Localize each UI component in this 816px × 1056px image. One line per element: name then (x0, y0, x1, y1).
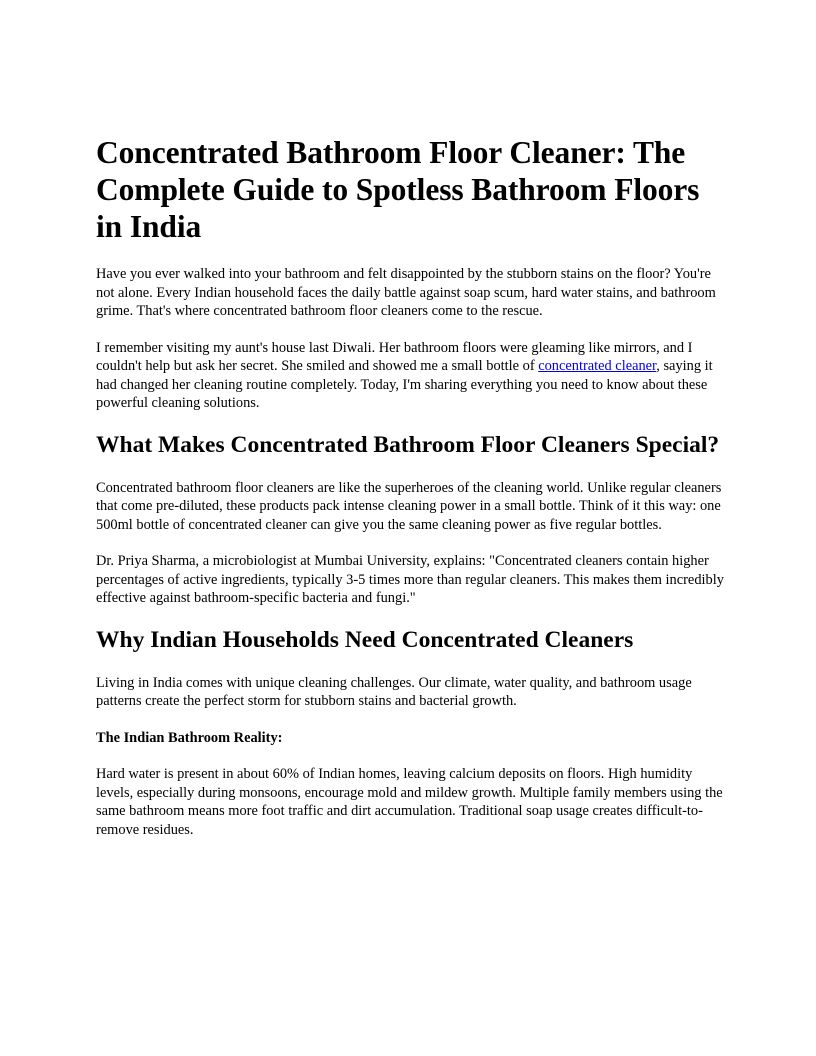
section-heading-special: What Makes Concentrated Bathroom Floor Cleaners Special? (96, 431, 720, 458)
section-indian-paragraph-1: Living in India comes with unique cleaning challenges. Our climate, water quality, and bathroom usage patterns create the perfect storm for stubborn stains and bacterial growth. (96, 674, 692, 709)
intro-paragraph-1: Have you ever walked into your bathroom and felt disappointed by the stubborn stains on the floor? You're not alone. Every Indian household faces the daily battle against soap scum, hard water stains, and bathroom grime. That's where concentrated bathroom floor cleaners come to the rescue. (96, 266, 716, 319)
section-special-paragraph-1: Concentrated bathroom floor cleaners are like the superheroes of the cleaning world. Unlike regular cleaners that come pre-diluted, these products pack intense cleaning power in a small bottle. Think of it this way: one 500ml bottle of concentrated cleaner can give you the same cleaning power as five regular bottles. (96, 479, 722, 533)
intro-paragraph-2-text-end: , saying it had changed her cleaning routine completely. Today, I'm sharing everything you need to know about these powerful cleaning solutions. (96, 358, 713, 411)
section-indian-paragraph-2: Hard water is present in about 60% of Indian homes, leaving calcium deposits on floors. High humidity levels, especially during monsoons, encourage mold and mildew growth. Multiple family members using the same bathroom means more foot traffic and dirt accumulation. Traditional soap usage creates difficult-to-remove residues. (96, 766, 723, 838)
section-heading-indian-households: Why Indian Households Need Concentrated Cleaners (96, 626, 634, 653)
intro-paragraph-2-text-start: I remember visiting my aunt's house last Diwali. Her bathroom floors were gleaming like mirrors, and I couldn't help but ask her secret. She smiled and showed me a small bottle of (96, 339, 693, 374)
concentrated-cleaner-link[interactable]: concentrated cleaner (538, 358, 657, 374)
section-special-paragraph-2: Dr. Priya Sharma, a microbiologist at Mumbai University, explains: "Concentrated cleaners contain higher percentages of active ingredients, typically 3-5 times more than regular cleaners. This makes them incredibly effective against bathroom-specific bacteria and fungi." (96, 553, 724, 606)
subheading-bathroom-reality: The Indian Bathroom Reality: (96, 729, 283, 746)
intro-paragraph-2 (96, 339, 724, 413)
document-page (96, 134, 724, 857)
page-title: Concentrated Bathroom Floor Cleaner: The Complete Guide to Spotless Bathroom Floors in India (96, 135, 700, 244)
